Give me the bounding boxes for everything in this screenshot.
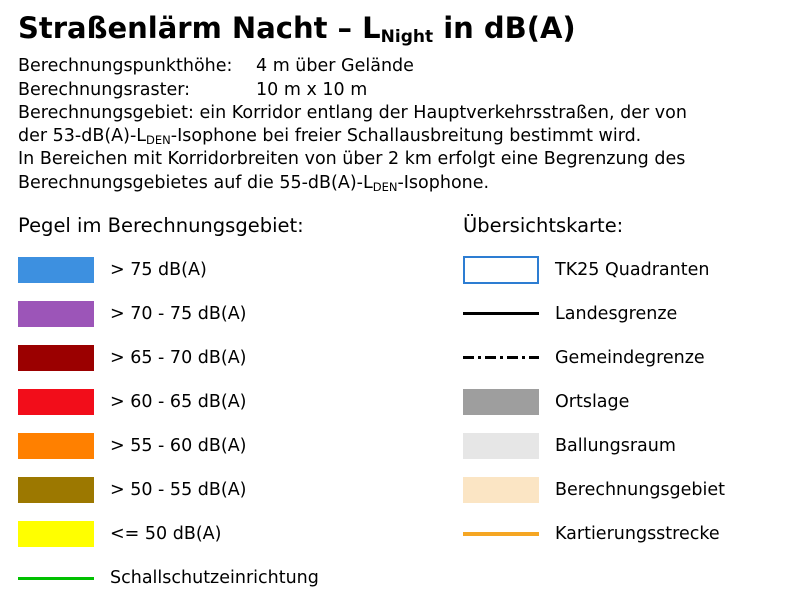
legend-label: TK25 Quadranten [555,259,710,280]
parameter-label: Berechnungspunkthöhe: [18,56,233,77]
color-swatch [18,345,94,371]
legend-label: Ortslage [555,391,630,412]
description-subscript-den: DEN [372,179,398,194]
description-line-3: In Bereichen mit Korridorbreiten von über 2 km erfolgt eine Begrenzung des [18,149,686,170]
page-title-subscript: Night [380,27,434,47]
page-title-main: Straßenlärm Nacht – L [18,11,381,45]
description-text [18,102,788,195]
parameter-row [18,55,800,78]
solid-line-icon [463,312,539,315]
description-subscript-den: DEN [146,133,171,148]
page-title [18,12,800,45]
orange-line-icon [463,532,539,536]
legend-container [18,214,800,556]
legend-item-berechnungsgebiet [463,468,800,512]
line-sample [463,521,539,547]
line-sample [463,345,539,371]
legend-levels-column [18,214,463,556]
legend-item-landesgrenze [463,292,800,336]
legend-item-ortslage [463,380,800,424]
legend-overview-title: Übersichtskarte: [463,213,624,237]
legend-item-ballungsraum [463,424,800,468]
legend-label: Kartierungsstrecke [555,523,720,544]
description-line-1: Berechnungsgebiet: ein Korridor entlang der Hauptverkehrsstraßen, der von [18,102,687,123]
dash-dot-line-icon [463,356,539,359]
legend-item-level-under-50 [18,512,463,556]
legend-label: > 50 - 55 dB(A) [110,479,247,500]
legend-item-level-70-75 [18,292,463,336]
description-line-4a: Berechnungsgebietes auf die 55-dB(A)-L [18,172,373,193]
legend-label: > 65 - 70 dB(A) [110,347,247,368]
legend-levels-title: Pegel im Berechnungsgebiet: [18,213,304,237]
legend-item-level-65-70 [18,336,463,380]
legend-item-level-60-65 [18,380,463,424]
color-swatch [18,257,94,283]
parameter-row [18,79,800,102]
legend-item-schallschutzeinrichtung [18,565,319,591]
legend-item-gemeindegrenze [463,336,800,380]
line-sample [463,301,539,327]
color-swatch [18,389,94,415]
line-sample [18,565,94,591]
description-line-2a: der 53-dB(A)-L [18,126,147,147]
color-swatch [463,433,539,459]
outline-swatch [463,256,539,284]
legend-label: <= 50 dB(A) [110,523,222,544]
parameter-value: 10 m x 10 m [256,79,368,100]
parameter-value: 4 m über Gelände [256,56,414,77]
description-line-4b: -Isophone. [397,172,490,193]
color-swatch [18,301,94,327]
green-line-icon [18,577,94,580]
legend-label: Landesgrenze [555,303,678,324]
color-swatch [463,477,539,503]
legend-item-kartierungsstrecke [463,512,800,556]
legend-item-level-75 [18,248,463,292]
parameter-label: Berechnungsraster: [18,79,191,100]
legend-label: > 60 - 65 dB(A) [110,391,247,412]
calculation-parameters [18,55,800,102]
description-line-2b: -Isophone bei freier Schallausbreitung bestimmt wird. [170,126,642,147]
legend-item-level-50-55 [18,468,463,512]
legend-item-tk25 [463,248,800,292]
color-swatch [463,389,539,415]
legend-item-level-55-60 [18,424,463,468]
legend-label: Ballungsraum [555,435,676,456]
legend-label: > 55 - 60 dB(A) [110,435,247,456]
legend-label: Berechnungsgebiet [555,479,726,500]
color-swatch [18,521,94,547]
color-swatch [18,477,94,503]
legend-overview-column [463,214,800,556]
legend-label: > 75 dB(A) [110,259,207,280]
page-title-suffix: in dB(A) [433,11,576,45]
legend-label: Schallschutzeinrichtung [110,568,319,588]
legend-label: > 70 - 75 dB(A) [110,303,247,324]
color-swatch [18,433,94,459]
legend-label: Gemeindegrenze [555,347,705,368]
